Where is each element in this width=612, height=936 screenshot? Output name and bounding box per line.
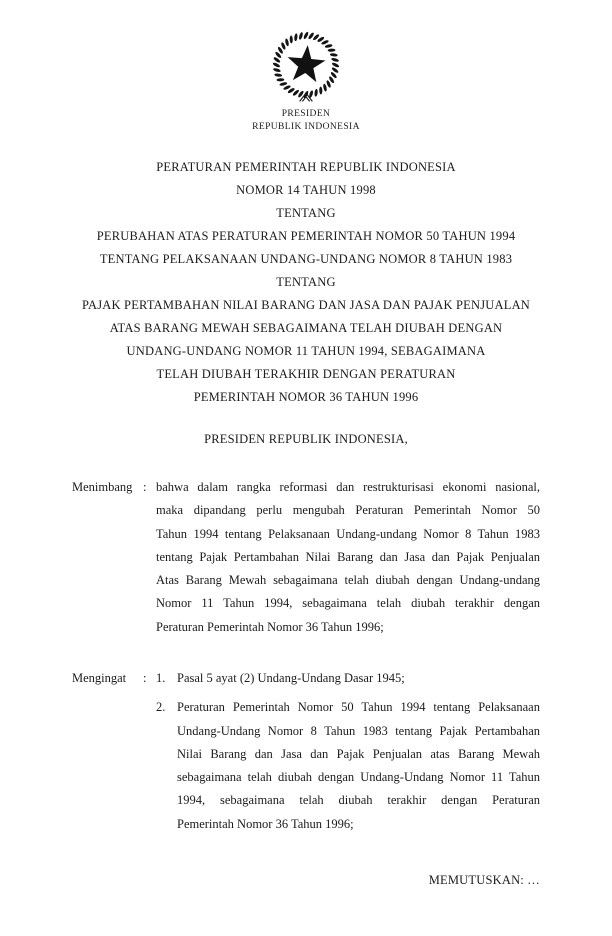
item-number: 1. — [156, 671, 166, 685]
mengingat-line: Pasal 5 ayat (2) Undang-Undang Dasar 1945; — [177, 671, 405, 685]
mengingat-label: Mengingat — [72, 671, 127, 685]
title-line: PERATURAN PEMERINTAH REPUBLIK INDONESIA — [156, 160, 456, 174]
memutuskan-continuation: MEMUTUSKAN: … — [428, 873, 540, 887]
mengingat-line: Undang-Undang Nomor 8 Tahun 1983 tentang Pajak Pertambahan — [177, 723, 540, 738]
item-text — [177, 667, 540, 690]
title-line: NOMOR 14 TAHUN 1998 — [236, 183, 376, 197]
mengingat-line: 1994, sebagaimana telah diubah terakhir dengan Peraturan — [177, 793, 540, 808]
title-line: PEMERINTAH NOMOR 36 TAHUN 1996 — [193, 390, 419, 404]
title-line: TENTANG — [276, 206, 336, 220]
menimbang-line: Tahun 1994 tentang Pelaksanaan Undang-undang Nomor 8 Tahun 1983 — [156, 526, 540, 541]
menimbang-line: bahwa dalam rangka reformasi dan restrukturisasi ekonomi nasional, — [156, 480, 540, 494]
menimbang-colon: : — [143, 480, 147, 494]
menimbang-line: Atas Barang Mewah sebagaimana telah diubah dengan Undang-undang — [156, 573, 540, 588]
mengingat-line: sebagaimana telah diubah dengan Undang-Undang Nomor 11 Tahun — [177, 770, 540, 785]
title-line: PERUBAHAN ATAS PERATURAN PEMERINTAH NOMOR 50 TAHUN 1994 — [96, 229, 516, 243]
menimbang-label: Menimbang — [72, 480, 133, 494]
letterhead — [0, 108, 612, 133]
item-text — [177, 696, 540, 836]
menimbang-body — [156, 476, 540, 639]
mengingat-item-1 — [156, 667, 540, 690]
mengingat-section — [72, 667, 540, 836]
title-line: TENTANG — [276, 275, 336, 289]
menimbang-section — [72, 476, 540, 639]
mengingat-item-2 — [156, 696, 540, 836]
menimbang-line: Peraturan Pemerintah Nomor 36 Tahun 1996; — [156, 619, 384, 634]
title-line: ATAS BARANG MEWAH SEBAGAIMANA TELAH DIUBAH DENGAN — [109, 321, 503, 335]
menimbang-line: tentang Pajak Pertambahan Nilai Barang dan Jasa dan Pajak Penjualan — [156, 549, 540, 564]
letterhead-presiden: PRESIDEN — [281, 109, 331, 119]
title-line: TENTANG PELAKSANAAN UNDANG-UNDANG NOMOR 8 TAHUN 1983 — [99, 252, 513, 266]
salutation: PRESIDEN REPUBLIK INDONESIA, — [204, 432, 408, 446]
mengingat-line: Peraturan Pemerintah Nomor 50 Tahun 1994 tentang Pelaksanaan — [177, 700, 540, 715]
star-wreath-emblem-icon — [260, 25, 352, 105]
title-line: UNDANG-UNDANG NOMOR 11 TAHUN 1994, SEBAGAIMANA — [126, 344, 486, 358]
mengingat-colon: : — [143, 671, 147, 685]
item-number: 2. — [156, 700, 166, 715]
letterhead-republik-indonesia: REPUBLIK INDONESIA — [252, 121, 360, 132]
regulation-title — [36, 156, 576, 409]
mengingat-line: Pemerintah Nomor 36 Tahun 1996; — [177, 816, 354, 831]
mengingat-line: Nilai Barang dan Jasa dan Pajak Penjualan atas Barang Mewah — [177, 746, 540, 761]
title-line: PAJAK PERTAMBAHAN NILAI BARANG DAN JASA DAN PAJAK PENJUALAN — [81, 298, 531, 312]
menimbang-line: maka dipandang perlu mengubah Peraturan Pemerintah Nomor 50 — [156, 503, 540, 518]
menimbang-line: Nomor 11 Tahun 1994, sebagaimana telah diubah terakhir dengan — [156, 596, 540, 611]
mengingat-body — [156, 667, 540, 836]
title-line: TELAH DIUBAH TERAKHIR DENGAN PERATURAN — [156, 367, 456, 381]
